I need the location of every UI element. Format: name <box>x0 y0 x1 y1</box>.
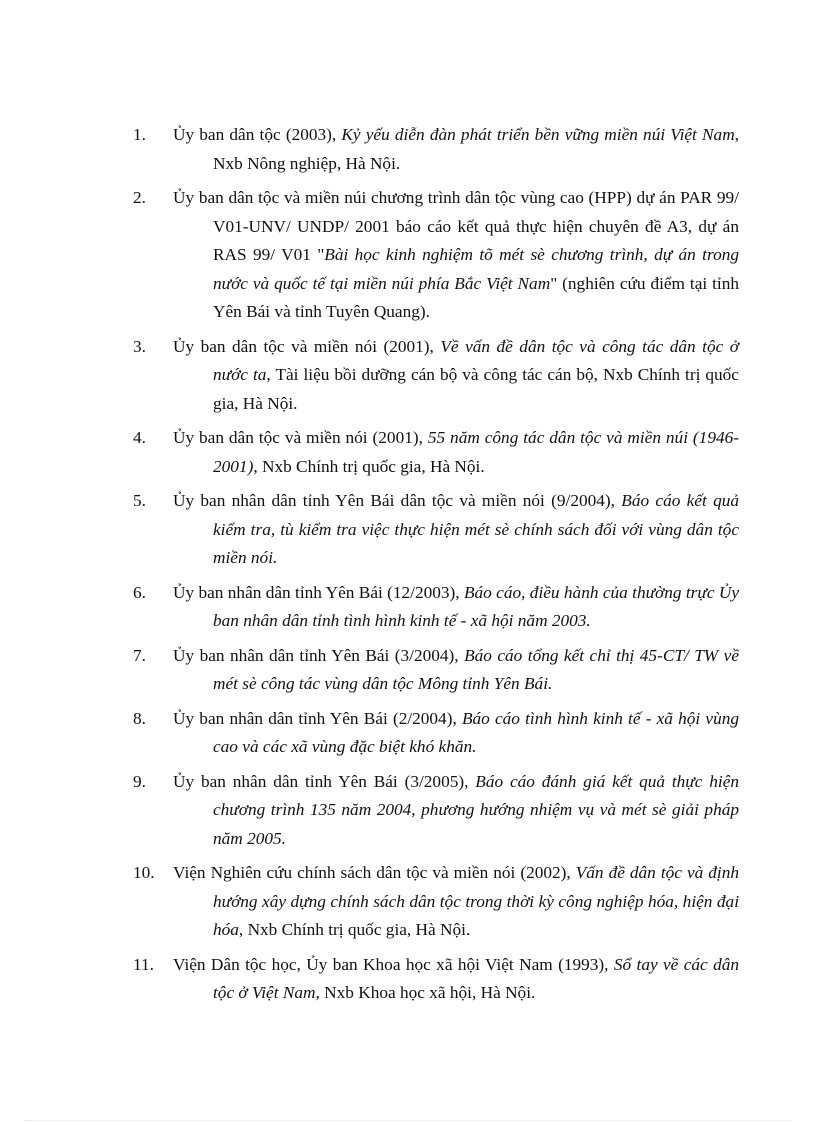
reference-author-year: Ủy ban nhân dân tỉnh Yên Bái (2/2004), <box>173 708 462 728</box>
reference-author-year: Ủy ban nhân dân tỉnh Yên Bái dân tộc và miền nói (9/2004), <box>173 491 622 510</box>
reference-item <box>133 705 739 762</box>
reference-item <box>133 642 739 699</box>
reference-title: 55 năm công tác dân tộc và miền núi (1946-2001) <box>213 428 739 476</box>
reference-item <box>133 579 739 636</box>
reference-title: Báo cáo đánh giá kết quả thực hiện chương trình 135 năm 2004, phương hướng nhiệm vụ và mét sè giải pháp năm 2005. <box>213 771 740 848</box>
reference-list <box>133 121 739 1014</box>
reference-title: Báo cáo tổng kết chỉ thị 45-CT/ TW về mét sè công tác vùng dân tộc Mông tỉnh Yên Bái. <box>213 645 739 693</box>
reference-item <box>133 951 739 1008</box>
reference-publisher: , Nxb Khoa học xã hội, Hà Nội. <box>315 983 536 1002</box>
reference-publisher: " (nghiên cứu điểm tại tỉnh Yên Bái và tỉnh Tuyên Quang). <box>213 273 739 321</box>
reference-number: 3. <box>133 336 146 356</box>
reference-number: 9. <box>133 771 146 791</box>
reference-title: Báo cáo tình hình kinh tế - xã hội vùng cao và các xã vùng đặc biệt khó khăn. <box>213 708 739 756</box>
reference-publisher: , Nxb Chính trị quốc gia, Hà Nội. <box>253 456 485 476</box>
reference-title: Vấn đề dân tộc và định hướng xây dựng chính sách dân tộc trong thời kỳ công nghiệp hóa, hiện đại hóa <box>213 863 739 939</box>
reference-number: 4. <box>133 428 146 447</box>
reference-number: 6. <box>133 582 146 602</box>
reference-item <box>133 121 739 178</box>
reference-author-year: Viện Nghiên cứu chính sách dân tộc và miền nói (2002), <box>173 863 576 882</box>
reference-item <box>133 768 739 854</box>
reference-title: Kỷ yếu diễn đàn phát triển bền vững miền núi Việt Nam <box>341 125 735 144</box>
reference-number: 8. <box>133 708 146 728</box>
reference-author-year: Ủy ban nhân dân tỉnh Yên Bái (12/2003), <box>173 582 464 602</box>
reference-number: 11. <box>133 954 154 974</box>
reference-title: Báo cáo kết quả kiểm tra, tù kiểm tra việc thực hiện mét sè chính sách đối với vùng dân tộc miền nói. <box>213 491 739 567</box>
reference-item <box>133 184 739 327</box>
reference-number: 5. <box>133 491 146 510</box>
reference-number: 1. <box>133 125 146 144</box>
reference-author-year: Ủy ban nhân dân tỉnh Yên Bái (3/2004), <box>173 645 465 665</box>
reference-item <box>133 424 739 481</box>
reference-author-year: Ủy ban dân tộc (2003), <box>173 125 342 144</box>
reference-item <box>133 487 739 573</box>
reference-author-year: Ủy ban dân tộc và miền núi chương trình dân tộc vùng cao (HPP) dự án PAR 99/ V01-UNV/ UNDP/ 2001 báo cáo kết quả thực hiện chuyên đề A3, dự án RAS 99/ V01 " <box>173 188 739 264</box>
reference-author-year: Ủy ban dân tộc và miền nói (2001), <box>173 336 441 356</box>
reference-author-year: Ủy ban dân tộc và miền nói (2001), <box>173 428 428 447</box>
reference-title: Báo cáo, điều hành của thường trực Ủy ban nhân dân tỉnh tình hình kinh tế - xã hội năm 2003. <box>213 582 740 630</box>
reference-publisher: , Nxb Chính trị quốc gia, Hà Nội. <box>238 920 471 939</box>
reference-number: 2. <box>133 188 146 207</box>
reference-title: Về vấn đề dân tộc và công tác dân tộc ở nước ta <box>213 336 739 384</box>
reference-title: Bài học kinh nghiệm tõ mét sè chương trình, dự án trong nước và quốc tế tại miền núi phía Bắc Việt Nam <box>213 245 739 293</box>
page-bottom-divider <box>24 1120 792 1121</box>
reference-item <box>133 333 739 419</box>
reference-publisher: , Nxb Nông nghiệp, Hà Nội. <box>213 125 739 173</box>
reference-author-year: Viện Dân tộc học, Ủy ban Khoa học xã hội Việt Nam (1993), <box>173 954 614 974</box>
reference-number: 10. <box>133 863 155 882</box>
reference-publisher: , Tài liệu bồi dưỡng cán bộ và công tác cán bộ, Nxb Chính trị quốc gia, Hà Nội. <box>213 365 739 413</box>
reference-author-year: Ủy ban nhân dân tỉnh Yên Bái (3/2005), <box>173 771 476 791</box>
reference-title: Sổ tay về các dân tộc ở Việt Nam <box>213 954 739 1002</box>
reference-item <box>133 859 739 945</box>
reference-number: 7. <box>133 645 146 665</box>
